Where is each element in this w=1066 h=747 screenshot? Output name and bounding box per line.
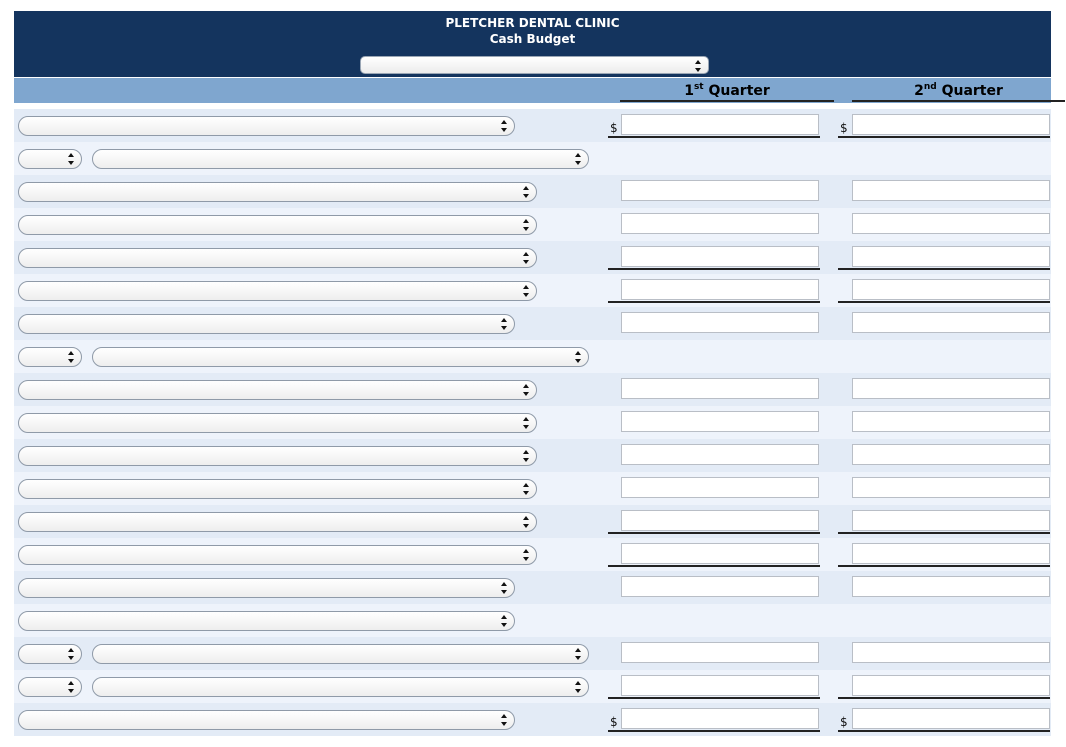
- q2-total-line: [838, 136, 1050, 138]
- select-arrows-icon: [523, 450, 529, 462]
- q1-total-line: [608, 532, 820, 534]
- budget-row: [14, 472, 1051, 505]
- q1-dollar-sign: $: [610, 715, 618, 729]
- q1-amount-input[interactable]: [621, 444, 819, 465]
- q1-amount-input[interactable]: [621, 543, 819, 564]
- q2-amount-input[interactable]: [852, 312, 1050, 333]
- column-header-bar: [14, 78, 1051, 103]
- q1-amount-input[interactable]: [621, 510, 819, 531]
- q2-amount-input[interactable]: [852, 642, 1050, 663]
- line-item-select[interactable]: [92, 644, 589, 664]
- q2-amount-input[interactable]: [852, 675, 1050, 696]
- select-arrows-icon: [523, 219, 529, 231]
- period-select[interactable]: [360, 56, 709, 74]
- line-prefix-select[interactable]: [18, 644, 82, 664]
- q1-total-line: [608, 730, 820, 732]
- q1-total-line: [608, 268, 820, 270]
- select-arrows-icon: [501, 615, 507, 627]
- q1-amount-input[interactable]: [621, 213, 819, 234]
- select-arrows-icon: [501, 714, 507, 726]
- line-item-select[interactable]: [18, 413, 537, 433]
- budget-row: [14, 406, 1051, 439]
- select-arrows-icon: [523, 549, 529, 561]
- line-item-select[interactable]: [92, 677, 589, 697]
- q2-total-line: [838, 301, 1050, 303]
- line-prefix-select[interactable]: [18, 347, 82, 367]
- select-arrows-icon: [523, 384, 529, 396]
- q1-amount-input[interactable]: [621, 642, 819, 663]
- budget-row: [14, 703, 1051, 736]
- line-prefix-select[interactable]: [18, 677, 82, 697]
- q1-amount-input[interactable]: [621, 708, 819, 729]
- line-item-select[interactable]: [18, 182, 537, 202]
- q2-dollar-sign: $: [840, 121, 848, 135]
- report-title: Cash Budget: [489, 32, 576, 46]
- select-arrows-icon: [501, 582, 507, 594]
- line-prefix-select[interactable]: [18, 149, 82, 169]
- budget-row: [14, 109, 1051, 142]
- budget-row: [14, 274, 1051, 307]
- q2-amount-input[interactable]: [852, 510, 1050, 531]
- budget-row: [14, 538, 1051, 571]
- budget-row: [14, 307, 1051, 340]
- select-arrows-icon: [575, 681, 581, 693]
- select-arrows-icon: [575, 648, 581, 660]
- q2-total-line: [838, 565, 1050, 567]
- q2-amount-input[interactable]: [852, 477, 1050, 498]
- line-item-select[interactable]: [18, 611, 515, 631]
- q2-amount-input[interactable]: [852, 114, 1050, 135]
- select-arrows-icon: [68, 351, 74, 363]
- company-name: PLETCHER DENTAL CLINIC: [445, 16, 620, 30]
- q1-total-line: [608, 697, 820, 699]
- select-arrows-icon: [68, 648, 74, 660]
- select-arrows-icon: [575, 153, 581, 165]
- budget-row: [14, 505, 1051, 538]
- line-item-select[interactable]: [18, 314, 515, 334]
- column-header-q1: 1st Quarter: [620, 82, 834, 102]
- q2-amount-input[interactable]: [852, 576, 1050, 597]
- q1-dollar-sign: $: [610, 121, 618, 135]
- line-item-select[interactable]: [18, 380, 537, 400]
- q1-total-line: [608, 136, 820, 138]
- select-arrows-icon: [523, 285, 529, 297]
- q2-amount-input[interactable]: [852, 279, 1050, 300]
- report-header: [14, 11, 1051, 77]
- budget-row: [14, 373, 1051, 406]
- q1-total-line: [608, 565, 820, 567]
- budget-row: [14, 604, 1051, 637]
- q2-total-line: [838, 697, 1050, 699]
- budget-row: [14, 142, 1051, 175]
- q2-amount-input[interactable]: [852, 180, 1050, 201]
- q2-total-line: [838, 730, 1050, 732]
- q1-amount-input[interactable]: [621, 576, 819, 597]
- q2-amount-input[interactable]: [852, 444, 1050, 465]
- q1-amount-input[interactable]: [621, 114, 819, 135]
- line-item-select[interactable]: [92, 149, 589, 169]
- q2-amount-input[interactable]: [852, 378, 1050, 399]
- q1-total-line: [608, 301, 820, 303]
- line-item-select[interactable]: [18, 512, 537, 532]
- line-item-select[interactable]: [18, 116, 515, 136]
- budget-row: [14, 175, 1051, 208]
- line-item-select[interactable]: [18, 215, 537, 235]
- select-arrows-icon: [68, 153, 74, 165]
- line-item-select[interactable]: [18, 248, 537, 268]
- q1-amount-input[interactable]: [621, 312, 819, 333]
- line-item-select[interactable]: [18, 578, 515, 598]
- select-arrows-icon: [501, 318, 507, 330]
- line-item-select[interactable]: [18, 479, 537, 499]
- q2-amount-input[interactable]: [852, 543, 1050, 564]
- budget-row: [14, 439, 1051, 472]
- select-arrows-icon: [501, 120, 507, 132]
- line-item-select[interactable]: [18, 281, 537, 301]
- q2-total-line: [838, 268, 1050, 270]
- q2-amount-input[interactable]: [852, 246, 1050, 267]
- select-arrows-icon: [523, 516, 529, 528]
- select-arrows-icon: [523, 417, 529, 429]
- q2-amount-input[interactable]: [852, 411, 1050, 432]
- select-arrows-icon: [523, 186, 529, 198]
- select-arrows-icon: [575, 351, 581, 363]
- line-item-select[interactable]: [92, 347, 589, 367]
- q2-amount-input[interactable]: [852, 213, 1050, 234]
- q1-amount-input[interactable]: [621, 279, 819, 300]
- select-arrows-icon: [523, 252, 529, 264]
- q1-amount-input[interactable]: [621, 378, 819, 399]
- column-header-q2: 2nd Quarter: [852, 82, 1065, 102]
- line-item-select[interactable]: [18, 446, 537, 466]
- budget-row: [14, 571, 1051, 604]
- q2-amount-input[interactable]: [852, 708, 1050, 729]
- q2-dollar-sign: $: [840, 715, 848, 729]
- q1-amount-input[interactable]: [621, 477, 819, 498]
- budget-row: [14, 637, 1051, 670]
- q2-total-line: [838, 532, 1050, 534]
- line-item-select[interactable]: [18, 545, 537, 565]
- budget-row: [14, 241, 1051, 274]
- q1-amount-input[interactable]: [621, 411, 819, 432]
- budget-row: [14, 670, 1051, 703]
- select-arrows-icon: [523, 483, 529, 495]
- select-arrows-icon: [68, 681, 74, 693]
- q1-amount-input[interactable]: [621, 180, 819, 201]
- budget-row: [14, 208, 1051, 241]
- select-arrows-icon: [695, 60, 701, 72]
- line-item-select[interactable]: [18, 710, 515, 730]
- q1-amount-input[interactable]: [621, 246, 819, 267]
- q1-amount-input[interactable]: [621, 675, 819, 696]
- budget-row: [14, 340, 1051, 373]
